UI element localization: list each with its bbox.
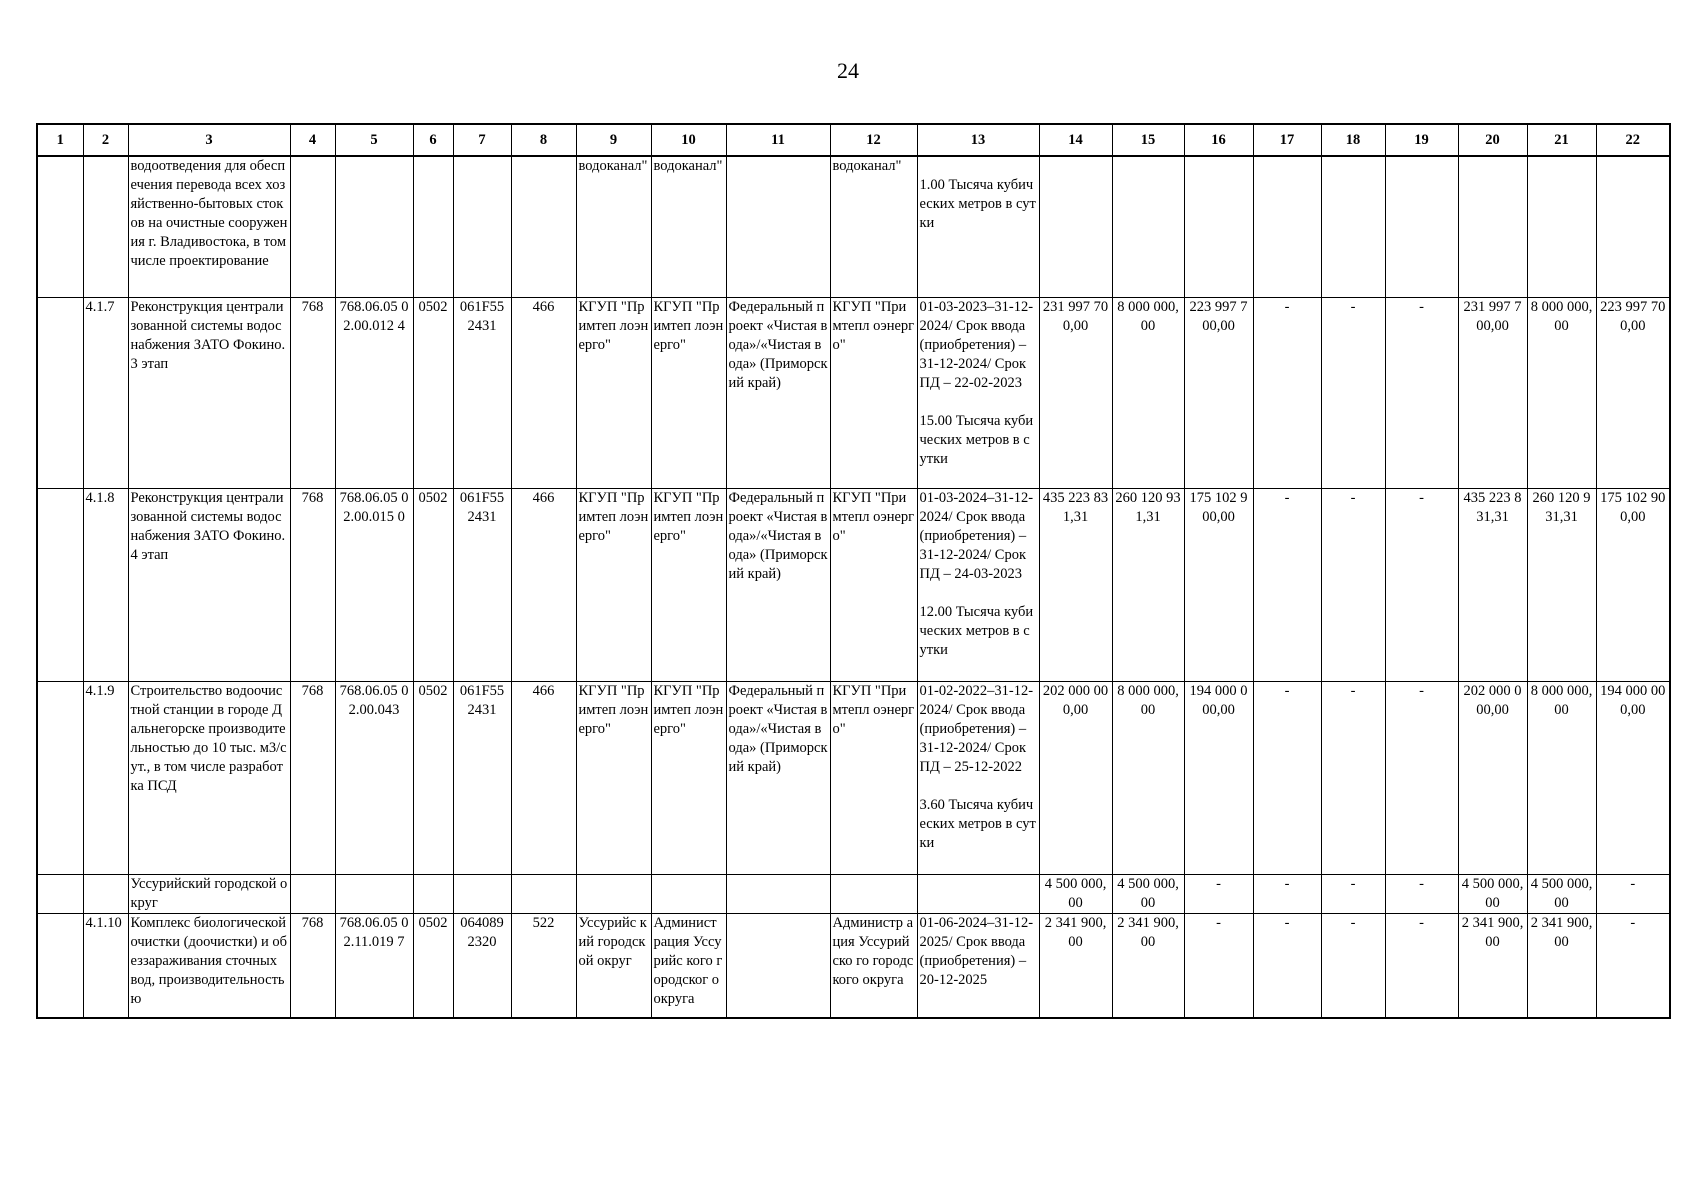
col-header: 14 (1039, 124, 1112, 156)
table-cell: 223 997 700,00 (1596, 297, 1670, 488)
table-cell: КГУП "Примтеп лоэнерго" (576, 297, 651, 488)
table-row (37, 681, 1670, 874)
table-cell (726, 913, 830, 1018)
table-cell: 064089 2320 (453, 913, 511, 1018)
table-row (37, 874, 1670, 913)
table-cell: - (1184, 874, 1253, 913)
table-cell: КГУП "Примтеп лоэнерго" (576, 488, 651, 681)
table-cell: Реконструкция централизованной системы водоснабжения ЗАТО Фокино. 3 этап (128, 297, 290, 488)
table-cell: 202 000 000,00 (1458, 681, 1527, 874)
table-cell (37, 297, 83, 488)
table-cell (413, 874, 453, 913)
table-cell: 1.00 Тысяча кубических метров в сутки (917, 156, 1039, 297)
table-cell (290, 874, 335, 913)
table-cell: - (1253, 297, 1321, 488)
table-cell: 4 500 000,00 (1527, 874, 1596, 913)
table-cell: - (1596, 913, 1670, 1018)
col-header: 6 (413, 124, 453, 156)
table-cell: Строительство водоочистной станции в городе Дальнегорске производительностью до 10 тыс. м3/сут., в том числе разработка ПСД (128, 681, 290, 874)
table-cell (830, 874, 917, 913)
col-header: 17 (1253, 124, 1321, 156)
table-cell: 175 102 900,00 (1596, 488, 1670, 681)
table-cell (290, 156, 335, 297)
table-cell (1596, 156, 1670, 297)
table-cell (37, 681, 83, 874)
table-cell (1458, 156, 1527, 297)
table-cell: - (1253, 681, 1321, 874)
table-cell: 768 (290, 297, 335, 488)
table-cell: 768 (290, 681, 335, 874)
col-header: 4 (290, 124, 335, 156)
table-cell: - (1385, 874, 1458, 913)
table-cell: 768 (290, 488, 335, 681)
table-cell: водоканал" (576, 156, 651, 297)
table-cell: водоотведения для обеспечения перевода всех хозяйственно-бытовых стоков на очистные сооружения г. Владивостока, в том числе проектирование (128, 156, 290, 297)
table-cell: 768.06.05 02.11.019 7 (335, 913, 413, 1018)
col-header: 11 (726, 124, 830, 156)
table-cell: - (1385, 297, 1458, 488)
table-cell: 231 997 700,00 (1039, 297, 1112, 488)
table-cell: 231 997 700,00 (1458, 297, 1527, 488)
table-cell: - (1385, 681, 1458, 874)
table-cell: 01-03-2023–31-12-2024/ Срок ввода (приобретения) – 31-12-2024/ Срок ПД – 22-02-2023 15.00 Тысяча кубических метров в сутки (917, 297, 1039, 488)
table-cell (576, 874, 651, 913)
col-header: 19 (1385, 124, 1458, 156)
col-header: 8 (511, 124, 576, 156)
table-cell: 466 (511, 297, 576, 488)
table-cell: 466 (511, 681, 576, 874)
col-header: 20 (1458, 124, 1527, 156)
budget-table (36, 123, 1671, 1019)
table-cell (83, 156, 128, 297)
table-cell: - (1321, 913, 1385, 1018)
col-header: 16 (1184, 124, 1253, 156)
table-cell: КГУП "Примтеп лоэнерго" (651, 488, 726, 681)
table-cell: КГУП "Примтеп лоэнерго" (651, 681, 726, 874)
table-cell: Комплекс биологической очистки (доочистки) и обеззараживания сточных вод, производительностью (128, 913, 290, 1018)
table-cell: - (1321, 874, 1385, 913)
table-cell: Админист рация Уссурийс кого городског о округа (651, 913, 726, 1018)
table-cell (37, 913, 83, 1018)
table-cell: 061F55 2431 (453, 488, 511, 681)
table-cell: 522 (511, 913, 576, 1018)
table-cell: 194 000 000,00 (1184, 681, 1253, 874)
table-cell: 175 102 900,00 (1184, 488, 1253, 681)
header-row (37, 124, 1670, 156)
table-cell: 01-06-2024–31-12-2025/ Срок ввода (приобретения) – 20-12-2025 (917, 913, 1039, 1018)
table-cell (37, 874, 83, 913)
table-cell: Уссурийский городской округ (128, 874, 290, 913)
table-cell: 768.06.05 02.00.015 0 (335, 488, 413, 681)
col-header: 7 (453, 124, 511, 156)
table-cell: 768.06.05 02.00.043 (335, 681, 413, 874)
table-cell: 768 (290, 913, 335, 1018)
table-cell: - (1321, 681, 1385, 874)
col-header: 22 (1596, 124, 1670, 156)
col-header: 21 (1527, 124, 1596, 156)
table-cell: 8 000 000,00 (1527, 681, 1596, 874)
table-cell: Федеральный проект «Чистая вода»/«Чистая вода» (Приморский край) (726, 488, 830, 681)
table-cell: 2 341 900,00 (1039, 913, 1112, 1018)
table-cell: 4.1.7 (83, 297, 128, 488)
table-cell (1321, 156, 1385, 297)
table-cell (37, 488, 83, 681)
table-cell (335, 874, 413, 913)
table-cell: 435 223 831,31 (1458, 488, 1527, 681)
table-cell: 061F55 2431 (453, 681, 511, 874)
col-header: 18 (1321, 124, 1385, 156)
table-cell: 8 000 000,00 (1112, 681, 1184, 874)
table-cell: 0502 (413, 913, 453, 1018)
table-cell: КГУП "Примтепл оэнерго" (830, 681, 917, 874)
col-header: 9 (576, 124, 651, 156)
table-cell (1253, 156, 1321, 297)
table-cell: - (1321, 297, 1385, 488)
table-cell: - (1385, 488, 1458, 681)
table-cell (83, 874, 128, 913)
table-row (37, 488, 1670, 681)
table-row (37, 156, 1670, 297)
table-cell (453, 874, 511, 913)
table-cell (651, 874, 726, 913)
table-cell: - (1253, 874, 1321, 913)
table-cell (1527, 156, 1596, 297)
col-header: 10 (651, 124, 726, 156)
table-cell: - (1184, 913, 1253, 1018)
table-cell: - (1253, 913, 1321, 1018)
table-cell: Администр ация Уссурийско го городского округа (830, 913, 917, 1018)
table-cell: 0502 (413, 297, 453, 488)
table-cell: 2 341 900,00 (1458, 913, 1527, 1018)
table-cell: 260 120 931,31 (1527, 488, 1596, 681)
table-cell: Уссурийс кий городской округ (576, 913, 651, 1018)
table-cell (37, 156, 83, 297)
col-header: 12 (830, 124, 917, 156)
col-header: 3 (128, 124, 290, 156)
table-cell: Реконструкция централизованной системы водоснабжения ЗАТО Фокино. 4 этап (128, 488, 290, 681)
table-cell: КГУП "Примтеп лоэнерго" (576, 681, 651, 874)
table-cell: 4.1.10 (83, 913, 128, 1018)
table-cell: 435 223 831,31 (1039, 488, 1112, 681)
table-cell: 4.1.9 (83, 681, 128, 874)
table-cell: КГУП "Примтеп лоэнерго" (651, 297, 726, 488)
table-cell: - (1385, 913, 1458, 1018)
table-cell: 0502 (413, 488, 453, 681)
table-cell: 0502 (413, 681, 453, 874)
table-cell: 194 000 000,00 (1596, 681, 1670, 874)
table-cell: 4 500 000,00 (1458, 874, 1527, 913)
col-header: 15 (1112, 124, 1184, 156)
table-cell: Федеральный проект «Чистая вода»/«Чистая вода» (Приморский край) (726, 297, 830, 488)
table-cell (1184, 156, 1253, 297)
table-cell (726, 874, 830, 913)
table-cell (1039, 156, 1112, 297)
table-cell: 4 500 000,00 (1039, 874, 1112, 913)
page-number: 24 (837, 58, 859, 83)
table-cell: 8 000 000,00 (1527, 297, 1596, 488)
col-header: 2 (83, 124, 128, 156)
table-cell (335, 156, 413, 297)
table-cell: - (1321, 488, 1385, 681)
table-cell: 8 000 000,00 (1112, 297, 1184, 488)
table-cell: - (1253, 488, 1321, 681)
table-cell: 01-02-2022–31-12-2024/ Срок ввода (приобретения) – 31-12-2024/ Срок ПД – 25-12-2022 3.60 Тысяча кубических метров в сутки (917, 681, 1039, 874)
table-row (37, 297, 1670, 488)
table-cell: 061F55 2431 (453, 297, 511, 488)
table-cell (1112, 156, 1184, 297)
table-cell: 223 997 700,00 (1184, 297, 1253, 488)
table-cell: 4.1.8 (83, 488, 128, 681)
table-cell: КГУП "Примтепл оэнерго" (830, 488, 917, 681)
table-cell: водоканал" (651, 156, 726, 297)
table-cell: 01-03-2024–31-12-2024/ Срок ввода (приобретения) – 31-12-2024/ Срок ПД – 24-03-2023 12.00 Тысяча кубических метров в сутки (917, 488, 1039, 681)
table-cell: - (1596, 874, 1670, 913)
table-cell (511, 874, 576, 913)
table-cell: КГУП "Примтепл оэнерго" (830, 297, 917, 488)
table-cell (453, 156, 511, 297)
table-cell: 2 341 900,00 (1527, 913, 1596, 1018)
table-cell (1385, 156, 1458, 297)
col-header: 13 (917, 124, 1039, 156)
table-cell: 260 120 931,31 (1112, 488, 1184, 681)
table-cell (511, 156, 576, 297)
table-cell (726, 156, 830, 297)
col-header: 1 (37, 124, 83, 156)
table-cell: 466 (511, 488, 576, 681)
table-row (37, 913, 1670, 1018)
table-cell: 202 000 000,00 (1039, 681, 1112, 874)
table-cell: 4 500 000,00 (1112, 874, 1184, 913)
table-cell: Федеральный проект «Чистая вода»/«Чистая вода» (Приморский край) (726, 681, 830, 874)
table-cell: 2 341 900,00 (1112, 913, 1184, 1018)
table-cell: 768.06.05 02.00.012 4 (335, 297, 413, 488)
table-cell (917, 874, 1039, 913)
table-cell (413, 156, 453, 297)
col-header: 5 (335, 124, 413, 156)
table-cell: водоканал" (830, 156, 917, 297)
